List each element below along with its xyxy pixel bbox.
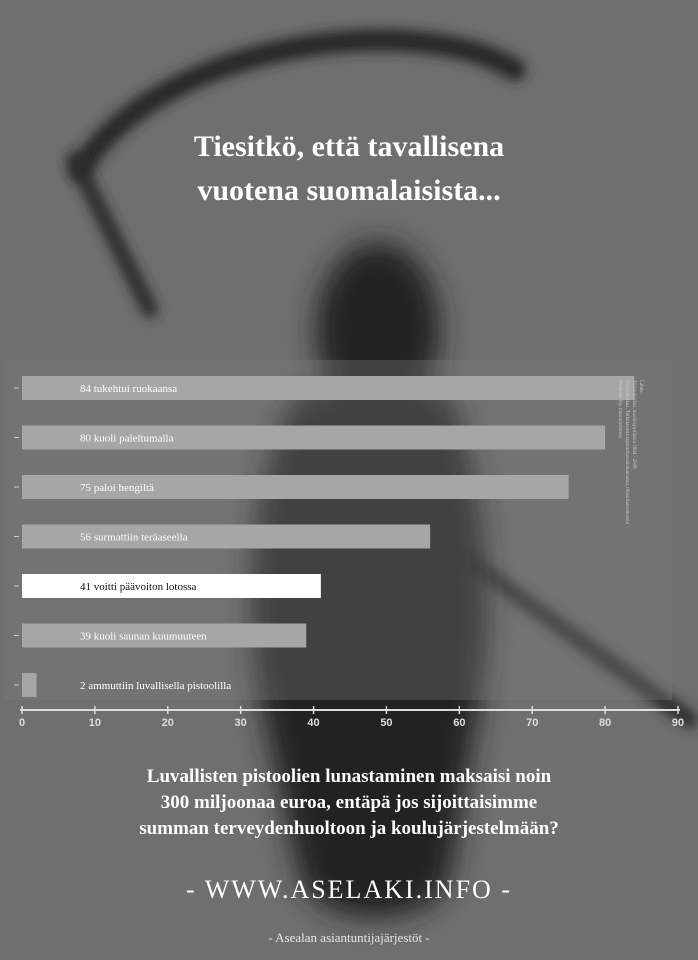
bar-6 [22, 673, 37, 697]
source-note-line-3: Veikkaus Oy, tilastotiedotteet [617, 380, 622, 439]
headline-line-2: vuotena suomalaisista... [197, 174, 501, 207]
website-link[interactable]: - WWW.ASELAKI.INFO - [186, 875, 512, 904]
x-tick-label-90: 90 [671, 717, 685, 729]
bar-label-5: 39 kuoli saunan kuumuuteen [80, 630, 207, 643]
bottom-line-2: 300 miljoonaa euroa, entäpä jos sijoittaisimme [160, 792, 538, 813]
bar-label-6: 2 ammuttiin luvallisella pistoolilla [80, 680, 232, 692]
bar-label-4: 41 voitti päävoiton lotossa [80, 581, 197, 593]
bottom-line-1: Luvallisten pistoolien lunastaminen maksaisi noin [146, 766, 552, 787]
x-tick-label-50: 50 [380, 717, 393, 729]
bar-label-2: 75 paloi hengiltä [80, 482, 154, 494]
source-note-line-2: Tilastokeskus, Tutkittavasta tapaturmavaliokunnasta, rikostilastoinnosta [624, 380, 629, 524]
headline [0, 125, 698, 213]
x-tick-label-20: 20 [161, 717, 174, 729]
x-tick-label-10: 10 [88, 717, 102, 729]
x-tick-label-80: 80 [598, 717, 612, 729]
source-note-line-1: Tilastokeskus, kuolinsyytilastot 1994 - 2008 [631, 380, 636, 469]
bar-label-3: 56 surmattiin teräaseella [80, 531, 188, 544]
x-tick-label-30: 30 [234, 717, 247, 729]
x-tick-label-40: 40 [307, 717, 320, 729]
footer-credit: - Asealan asiantuntijajärjestöt - [268, 930, 430, 945]
bar-label-0: 84 tukehtui ruokaansa [80, 383, 178, 395]
source-note-line-0: Lähde: [638, 380, 643, 394]
x-tick-label-70: 70 [526, 717, 539, 729]
bar-label-1: 80 kuoli paleltumalla [80, 432, 174, 445]
bar-chart [0, 355, 698, 730]
bottom-line-3: summan terveydenhuoltoon ja koulujärjestelmään? [139, 818, 559, 839]
x-tick-label-0: 0 [18, 717, 26, 729]
bottom-message [0, 764, 698, 842]
x-tick-label-60: 60 [453, 717, 466, 729]
headline-line-1: Tiesitkö, että tavallisena [193, 130, 505, 163]
